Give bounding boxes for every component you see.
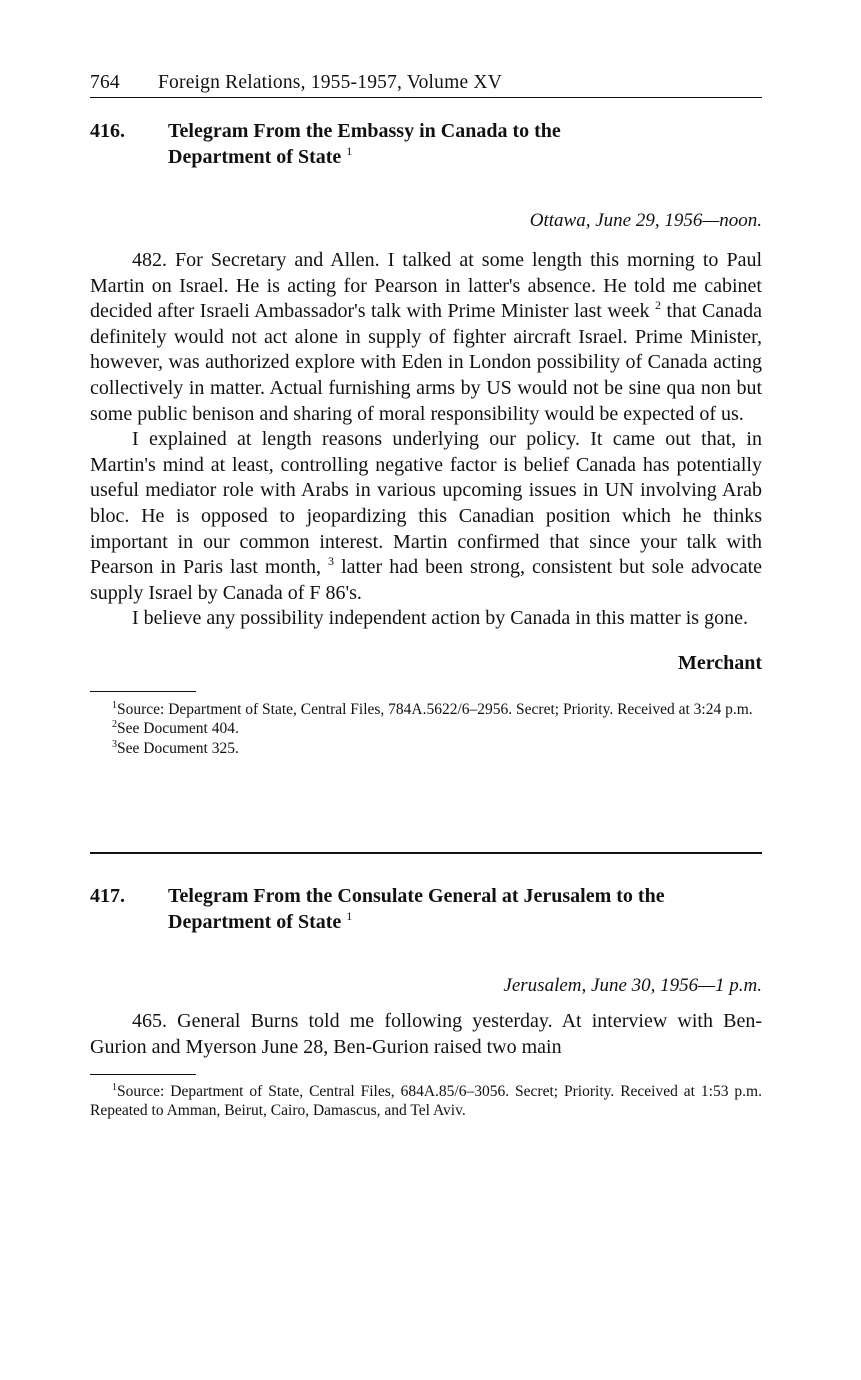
paragraph-text: that Canada definitely would not act alone in supply of fighter aircraft Israel. Prime Minister, however, was authorized explore with Eden in London possibility of Canada acting collectively in matter. Actual furnishing arms by US would not be sine qua non but some public benison and sharing of moral responsibility would be expected of us. (90, 300, 762, 425)
body-paragraph (90, 427, 762, 606)
document-417-footnotes (90, 1082, 762, 1121)
footnote (90, 719, 762, 739)
title-line-2: Department of State (168, 146, 342, 168)
document-title (168, 118, 762, 170)
title-line-1: Telegram From the Consulate General at Jerusalem to the (168, 885, 665, 908)
document-416-heading (90, 118, 762, 170)
document-417-body (90, 1009, 762, 1060)
title-line-2: Department of State (168, 911, 342, 934)
paragraph-text: latter had been strong, consistent but sole advocate supply Israel by Canada of F 86's. (90, 556, 763, 604)
footnote-ref: 3 (328, 554, 335, 569)
running-head (90, 70, 762, 98)
footnote (90, 700, 762, 720)
title-line-1: Telegram From the Embassy in Canada to the (168, 120, 561, 142)
document-page (90, 70, 762, 1121)
footnote-ref: 1 (346, 144, 353, 158)
footnote-text: See Document 325. (117, 739, 239, 757)
body-paragraph: I believe any possibility independent action by Canada in this matter is gone. (132, 607, 748, 630)
footnote-text: Source: Department of State, Central Files, 784A.5622/6–2956. Secret; Priority. Received at 3:24 p.m. (117, 700, 753, 718)
series-title: Foreign Relations, 1955-1957, Volume XV (158, 72, 502, 93)
footnote-mark: 2 (112, 719, 117, 731)
signature: Merchant (677, 651, 762, 674)
document-417-heading (90, 883, 762, 935)
document-416-footnotes (90, 700, 762, 759)
paragraph-text: I explained at length reasons underlying our policy. It came out that, in Martin's mind at least, controlling negative factor is belief Canada has potentially useful mediator role with Arabs in various upcoming issues in UN involving Arab bloc. He is opposed to jeopardizing this Canadian position which he thinks important in our common interest. Martin confirmed that since your talk with Pearson in Paris last month, (90, 428, 762, 579)
document-title (168, 883, 762, 935)
section-divider (90, 852, 762, 854)
body-paragraph: 465. General Burns told me following yesterday. At interview with Ben-Gurion and Myerson June 28, Ben-Gurion raised two main (90, 1010, 762, 1058)
footnote (90, 739, 762, 759)
footnote-ref: 1 (346, 909, 353, 924)
footnote-text: See Document 404. (117, 720, 239, 738)
document-number: 416. (90, 120, 125, 142)
footnote-text: Source: Department of State, Central Files, 684A.85/6–3056. Secret; Priority. Received at 1:53 p.m. Repeated to Amman, Beirut, Cairo, Damascus, and Tel Aviv. (90, 1082, 762, 1120)
footnote-ref: 2 (655, 298, 662, 313)
dateline: Jerusalem, June 30, 1956—1 p.m. (503, 975, 762, 997)
footnote-mark: 1 (112, 1081, 117, 1093)
document-416-body (90, 248, 762, 632)
footnote-divider (90, 1074, 196, 1075)
footnote (90, 1082, 762, 1121)
page-number: 764 (90, 72, 120, 93)
paragraph-text: 482. For Secretary and Allen. I talked at some length this morning to Paul Martin on Israel. He is acting for Pearson in latter's absence. He told me cabinet decided after Israeli Ambassador's talk with Prime Minister last week (90, 249, 762, 323)
footnote-divider (90, 691, 196, 692)
dateline: Ottawa, June 29, 1956—noon. (529, 210, 762, 231)
body-paragraph (90, 248, 762, 427)
footnote-mark: 1 (112, 699, 117, 711)
footnote-mark: 3 (112, 738, 117, 750)
document-number: 417. (90, 885, 125, 908)
